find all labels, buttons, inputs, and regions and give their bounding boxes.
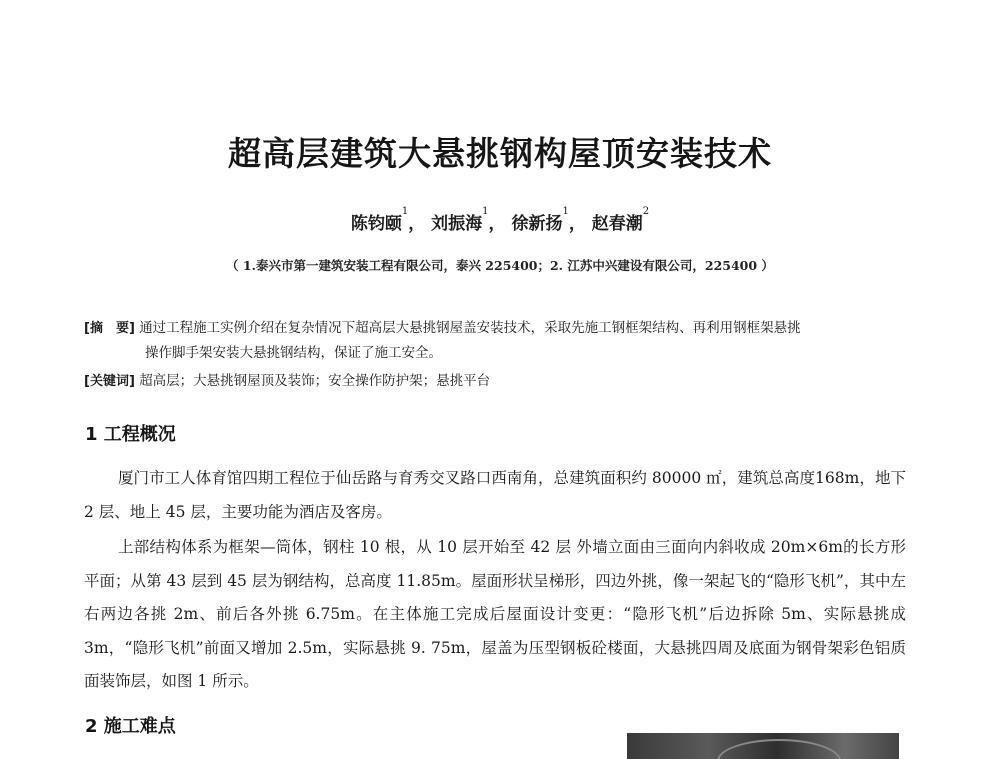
author-affiliation-mark: 1 (401, 206, 409, 217)
author-affiliation-mark: 2 (642, 206, 650, 217)
affiliation-line: （ 1.泰兴市第一建筑安装工程有限公司，泰兴 225400；2. 江苏中兴建设有限公司，225400 ） (226, 258, 774, 273)
section-heading: 2 施工难点 (85, 716, 176, 737)
author-list (0, 206, 1000, 234)
author-separator: ， (408, 214, 426, 234)
author-separator: ， (568, 214, 586, 234)
body-paragraph (84, 531, 906, 699)
author-affiliation-mark: 1 (562, 206, 569, 217)
paragraph-text: 上部结构体系为框架—筒体，钢柱 10 根，从 10 层开始至 42 层 外墙立面由三面向内斜收成 20m×6m的长方形平面；从第 43 层到 45 层为钢结构，总高度 11.85m。屋面形状呈梯形，四边外挑，像一架起飞的“隐形飞机”，其中左右两边各挑 2m、前后各外挑 6.75m。在主体施工完成后屋面设计变更：“隐形飞机”后边拆除 5m、实际悬挑成 3m，“隐形飞机”前面又增加 2.5m，实际悬挑 9. 75m，屋盖为压型钢板砼楼面，大悬挑四周及底面为钢骨架彩色铝质面装饰层，如图 1 所示。 (84, 538, 906, 691)
abstract-line (84, 316, 924, 341)
author-affiliation-mark: 1 (482, 206, 489, 217)
figure-image (627, 733, 899, 759)
abstract-label: [摘 要] (84, 321, 135, 336)
abstract-text-continued: 操作脚手架安装大悬挑钢结构，保证了施工安全。 (145, 345, 442, 361)
author-name: 陈钧颐 (350, 214, 402, 234)
section-heading: 1 工程概况 (85, 424, 176, 445)
paragraph-text: 厦门市工人体育馆四期工程位于仙岳路与育秀交叉路口西南角，总建筑面积约 80000 ㎡，建筑总高度168m，地下 2 层、地上 45 层，主要功能为酒店及客房。 (84, 469, 906, 521)
abstract-text: 通过工程施工实例介绍在复杂情况下超高层大悬挑钢屋盖安装技术，采取先施工钢框架结构、再利用钢框架悬挑 (139, 320, 801, 336)
abstract-block (84, 316, 924, 366)
author-name: 刘振海 (431, 214, 483, 234)
keywords-text: 超高层；大悬挑钢屋顶及装饰；安全操作防护架；悬挑平台 (139, 373, 491, 389)
keywords-label: [关键词] (84, 374, 135, 389)
author-name: 赵春潮 (591, 214, 643, 234)
author-separator: ， (488, 214, 506, 234)
body-paragraph (84, 462, 906, 529)
paper-title: 超高层建筑大悬挑钢构屋顶安装技术 (228, 134, 772, 173)
keywords-block (84, 369, 924, 394)
author-name: 徐新扬 (511, 214, 563, 234)
